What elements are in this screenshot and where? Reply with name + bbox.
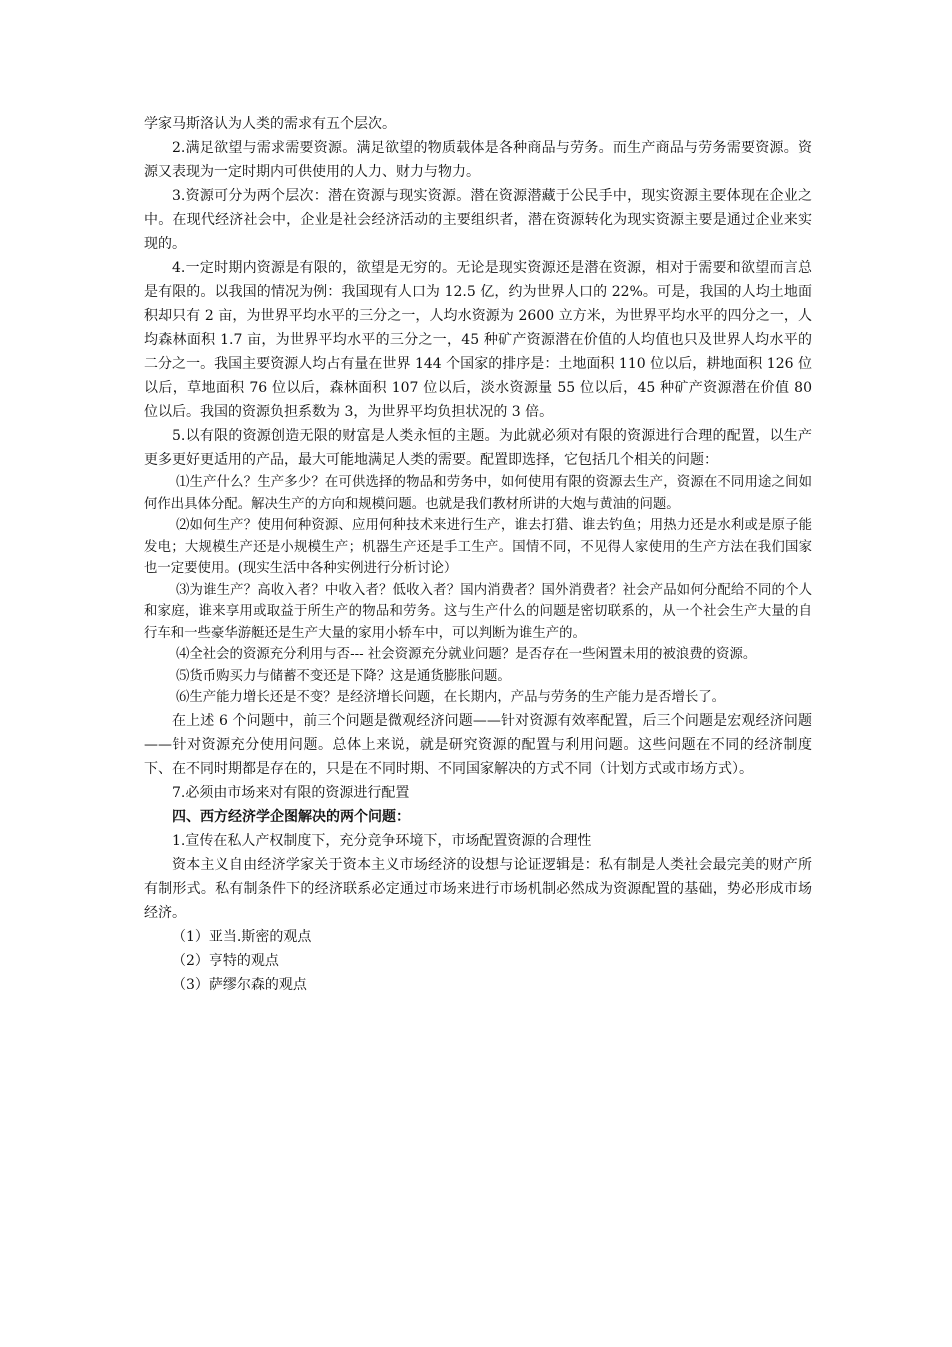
list-item-hunter: （2）亨特的观点 [172,952,279,969]
question-6: ⑹生产能力增长还是不变？是经济增长问题，在长期内，产品与劳务的生产能力是否增长了。 [176,690,726,705]
question-4: ⑷全社会的资源充分利用与否--- 社会资源充分就业问题？是否存在一些闲置未用的被浪费的资源。 [176,647,757,662]
question-2: ⑵如何生产？使用何种资源、应用何种技术来进行生产，谁去打猎、谁去钓鱼；用热力还是水利或是原子能发电；大规模生产还是小规模生产；机器生产还是手工生产。国情不同，不见得人家使用的生产方法在我们国家也一定要使用。(现实生活中各种实例进行分析讨论） [144,518,812,576]
paragraph-point-3: 3.资源可分为两个层次：潜在资源与现实资源。潜在资源潜藏于公民手中，现实资源主要体现在企业之中。在现代经济社会中，企业是社会经济活动的主要组织者，潜在资源转化为现实资源主要是通过企业来实现的。 [144,188,812,252]
paragraph-liberal-logic: 资本主义自由经济学家关于资本主义市场经济的设想与论证逻辑是：私有制是人类社会最完美的财产所有制形式。私有制条件下的经济联系必定通过市场来进行市场机制必然成为资源配置的基础，势必形成市场经济。 [144,856,812,921]
list-item-smith: （1）亚当.斯密的观点 [172,928,312,945]
paragraph-point-5: 5.以有限的资源创造无限的财富是人类永恒的主题。为此就必须对有限的资源进行合理的配置，以生产更多更好更适用的产品，最大可能地满足人类的需要。配置即选择，它包括几个相关的问题： [144,428,812,468]
question-1: ⑴生产什么？生产多少？在可供选择的物品和劳务中，如何使用有限的资源去生产，资源在不同用途之间如何作出具体分配。解决生产的方向和规模问题。也就是我们教材所讲的大炮与黄油的问题。 [144,475,812,512]
question-3: ⑶为谁生产？高收入者？中收入者？低收入者？国内消费者？国外消费者？社会产品如何分配给不同的个人和家庭，谁来享用或取益于所生产的物品和劳务。这与生产什么的问题是密切联系的，从一个社会生产大量的自行车和一些豪华游艇还是生产大量的家用小轿车中，可以判断为谁生产的。 [144,582,812,641]
document-page [144,112,812,997]
paragraph-point-2: 2.满足欲望与需求需要资源。满足欲望的物质载体是各种商品与劳务。而生产商品与劳务需要资源。资源又表现为一定时期内可供使用的人力、财力与物力。 [144,140,812,180]
paragraph-summary: 在上述 6 个问题中，前三个问题是微观经济问题——针对资源有效率配置，后三个问题是宏观经济问题——针对资源充分使用问题。总体上来说，就是研究资源的配置与利用问题。这些问题在不同的经济制度下、在不同时期都是存在的，只是在不同时期、不同国家解决的方式不同（计划方式或市场方式）。 [144,712,812,777]
paragraph-subpoint-1: 1.宣传在私人产权制度下，充分竞争环境下，市场配置资源的合理性 [172,832,592,849]
paragraph-point-4: 4.一定时期内资源是有限的，欲望是无穷的。无论是现实资源还是潜在资源，相对于需要和欲望而言总是有限的。以我国的情况为例：我国现有人口为 12.5 亿，约为世界人口的 22%。可是，我国的人均土地面积却只有 2 亩，为世界平均水平的三分之一，人均水资源为 2600 立方米，为世界平均水平的四分之一，人均森林面积 1.7 亩，为世界平均水平的三分之一，45 种矿产资源潜在价值的人均值也只及世界人均水平的二分之一。我国主要资源人均占有量在世界 144 个国家的排序是：土地面积 110 位以后，耕地面积 126 位以后，草地面积 76 位以后，森林面积 107 位以后，淡水资源量 55 位以后，45 种矿产资源潜在价值 80 位以后。我国的资源负担系数为 3，为世界平均负担状况的 3 倍。 [144,260,812,420]
paragraph-maslow: 学家马斯洛认为人类的需求有五个层次。 [144,116,396,132]
list-item-samuelson: （3）萨缪尔森的观点 [172,976,307,993]
question-5: ⑸货币购买力与储蓄不变还是下降？这是通货膨胀问题。 [176,668,511,684]
paragraph-point-7: 7.必须由市场来对有限的资源进行配置 [172,784,410,801]
section-heading: 四、西方经济学企图解决的两个问题： [172,808,410,825]
